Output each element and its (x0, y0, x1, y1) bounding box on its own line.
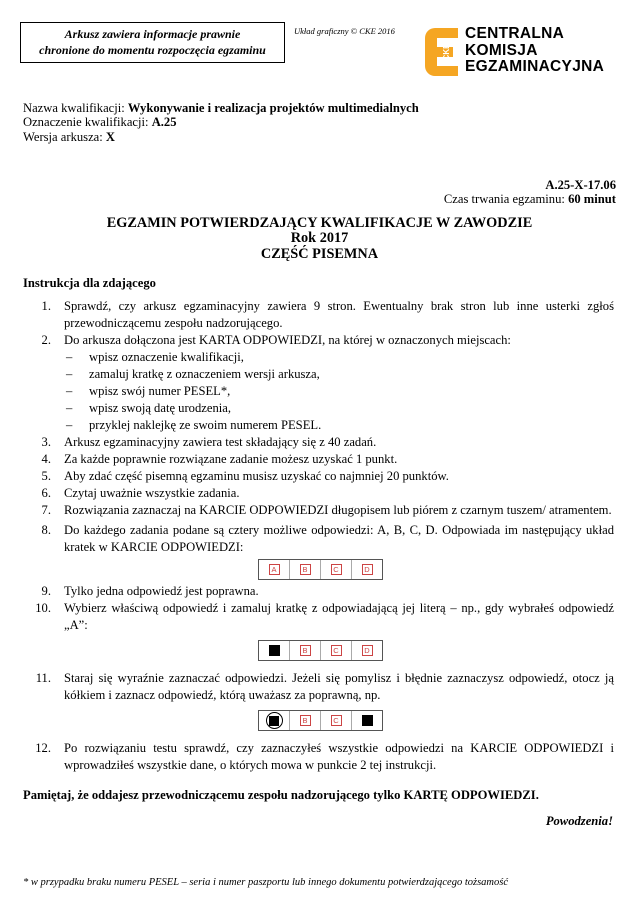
filled-box-a-icon (269, 645, 280, 656)
list-item (23, 740, 614, 774)
logo-wordmark (465, 26, 604, 76)
logo-line-1: CENTRALNA (465, 25, 565, 42)
list-item (23, 485, 614, 502)
logo-line-3: EGZAMINACYJNA (465, 58, 605, 75)
list-item (23, 502, 614, 519)
title-line-1: EGZAMIN POTWIERDZAJĄCY KWALIFIKACJE W ZAWODZIE (106, 215, 533, 231)
answer-boxes-example-filled (258, 640, 383, 661)
closing-reminder: Pamiętaj, że oddajesz przewodniczącemu zespołu nadzorującego tylko KARTĘ ODPOWIEDZI. (23, 788, 539, 802)
list-item (23, 332, 614, 349)
duration-value: 60 minut (568, 192, 616, 207)
item-text: Staraj się wyraźnie zaznaczać odpowiedzi. Jeżeli się pomylisz i błędnie zaznaczysz odpowiedź, otocz ją kółkiem i zaznacz odpowiedź, którą uważasz za poprawną, np. (64, 671, 614, 702)
sub-item (23, 383, 614, 400)
item-number: 4. (41, 452, 51, 466)
dash-bullet: – (66, 401, 73, 415)
list-item (23, 434, 614, 451)
item-text: Po rozwiązaniu testu sprawdź, czy zaznaczyłeś wszystkie odpowiedzi na KARCIE ODPOWIEDZI i wprowadziłeś wszystkie dane, o których mowa w punkcie 2 tej instrukcji. (64, 741, 614, 772)
version-label: Wersja arkusza: (23, 129, 103, 144)
filled-box-d-icon (362, 715, 373, 726)
answer-box-c: C (331, 645, 342, 656)
item-number: 6. (41, 486, 51, 500)
item-text: Rozwiązania zaznaczaj na KARCIE ODPOWIEDZI długopisem lub piórem z czarnym tuszem/ atramentem. (64, 503, 612, 517)
item-number: 1. (41, 299, 51, 313)
item-text: Tylko jedna odpowiedź jest poprawna. (64, 584, 259, 598)
dash-bullet: – (66, 367, 73, 381)
qualification-code-value: A.25 (151, 115, 177, 130)
dash-bullet: – (66, 418, 73, 432)
item-number: 5. (41, 469, 51, 483)
list-item (23, 670, 614, 704)
item-text: Wybierz właściwą odpowiedź i zamaluj kratkę z odpowiadającą jej literą – np., gdy wybrałeś odpowiedź „A”: (64, 601, 614, 632)
duration-label: Czas trwania egzaminu: (443, 192, 565, 207)
sub-item-text: zamaluj kratkę z oznaczeniem wersji arkusza, (89, 367, 320, 381)
sub-item (23, 349, 614, 366)
dash-bullet: – (66, 350, 73, 364)
qualification-name-value: Wykonywanie i realizacja projektów multimedialnych (127, 101, 419, 115)
dash-bullet: – (66, 384, 73, 398)
list-item (23, 522, 614, 556)
answer-box-c: C (331, 564, 342, 575)
title-line-2: Rok 2017 (290, 230, 349, 247)
list-item (23, 583, 614, 600)
qualification-code-label: Oznaczenie kwalifikacji: (23, 115, 149, 130)
version-value: X (105, 129, 116, 144)
list-item (23, 451, 614, 468)
list-item (23, 298, 614, 332)
sub-item-text: wpisz swoją datę urodzenia, (89, 401, 231, 415)
qualification-name-row (23, 101, 419, 115)
qualification-code-row (23, 115, 419, 129)
qualification-meta (23, 101, 419, 144)
item-number: 11. (35, 671, 51, 685)
sub-item (23, 400, 614, 417)
sub-item-text: przyklej naklejkę ze swoim numerem PESEL. (89, 418, 322, 432)
copyright-text: Układ graficzny © CKE 2016 (294, 26, 395, 36)
sub-item-text: wpisz oznaczenie kwalifikacji, (89, 350, 244, 364)
title-line-3: CZĘŚĆ PISEMNA (260, 245, 379, 262)
sub-item-text: wpisz swój numer PESEL*, (89, 384, 231, 398)
item-number: 9. (41, 584, 51, 598)
item-text: Czytaj uważnie wszystkie zadania. (64, 486, 240, 500)
sheet-code: A.25-X-17.06 (545, 178, 616, 192)
item-number: 8. (41, 523, 51, 537)
cke-logo (425, 26, 625, 76)
item-text: Sprawdź, czy arkusz egzaminacyjny zawiera 9 stron. Ewentualny brak stron lub inne usterki zgłoś przewodniczącemu zespołu nadzorującego. (64, 299, 614, 330)
answer-box-b: B (300, 564, 311, 575)
circled-box-a-icon (266, 712, 283, 729)
item-number: 12. (35, 741, 51, 755)
item-number: 2. (41, 333, 51, 347)
exam-title (0, 216, 639, 262)
list-item (23, 468, 614, 485)
item-number: 10. (35, 601, 51, 615)
answer-box-b: B (300, 645, 311, 656)
exam-code-block (444, 178, 616, 207)
answer-boxes-example-corrected (258, 710, 383, 731)
answer-box-a: A (269, 564, 280, 575)
item-text: Arkusz egzaminacyjny zawiera test składający się z 40 zadań. (64, 435, 377, 449)
instructions-list (23, 298, 614, 774)
qualification-name-label: Nazwa kwalifikacji: (23, 101, 125, 115)
item-number: 7. (41, 503, 51, 517)
sub-item (23, 366, 614, 383)
confidentiality-notice (20, 22, 285, 63)
good-luck-text: Powodzenia! (545, 814, 613, 828)
logo-mark-text: CKE (442, 43, 451, 61)
item-text: Do każdego zadania podane są cztery możliwe odpowiedzi: A, B, C, D. Odpowiada im następujący układ kratek w KARCIE ODPOWIEDZI: (64, 523, 614, 554)
notice-line-2: chronione do momentu rozpoczęcia egzaminu (39, 42, 266, 57)
version-row (23, 130, 419, 144)
item-text: Do arkusza dołączona jest KARTA ODPOWIEDZI, na której w oznaczonych miejscach: (64, 333, 511, 347)
answer-boxes-example-empty (258, 559, 383, 580)
footnote: * w przypadku braku numeru PESEL – seria i numer paszportu lub innego dokumentu potwierdzającego tożsamość (23, 877, 509, 888)
item-text: Za każde poprawnie rozwiązane zadanie możesz uzyskać 1 punkt. (64, 452, 398, 466)
item-text: Aby zdać część pisemną egzaminu musisz uzyskać co najmniej 20 punktów. (64, 469, 449, 483)
answer-box-d: D (362, 564, 373, 575)
logo-line-2: KOMISJA (465, 41, 538, 59)
item-number: 3. (41, 435, 51, 449)
instructions-heading: Instrukcja dla zdającego (23, 276, 156, 290)
notice-line-1: Arkusz zawiera informacje prawnie (64, 26, 241, 41)
cke-logo-mark-icon (425, 28, 458, 76)
answer-box-b: B (300, 715, 311, 726)
list-item (23, 600, 614, 634)
sub-item (23, 417, 614, 434)
answer-box-c: C (331, 715, 342, 726)
answer-box-d: D (362, 645, 373, 656)
